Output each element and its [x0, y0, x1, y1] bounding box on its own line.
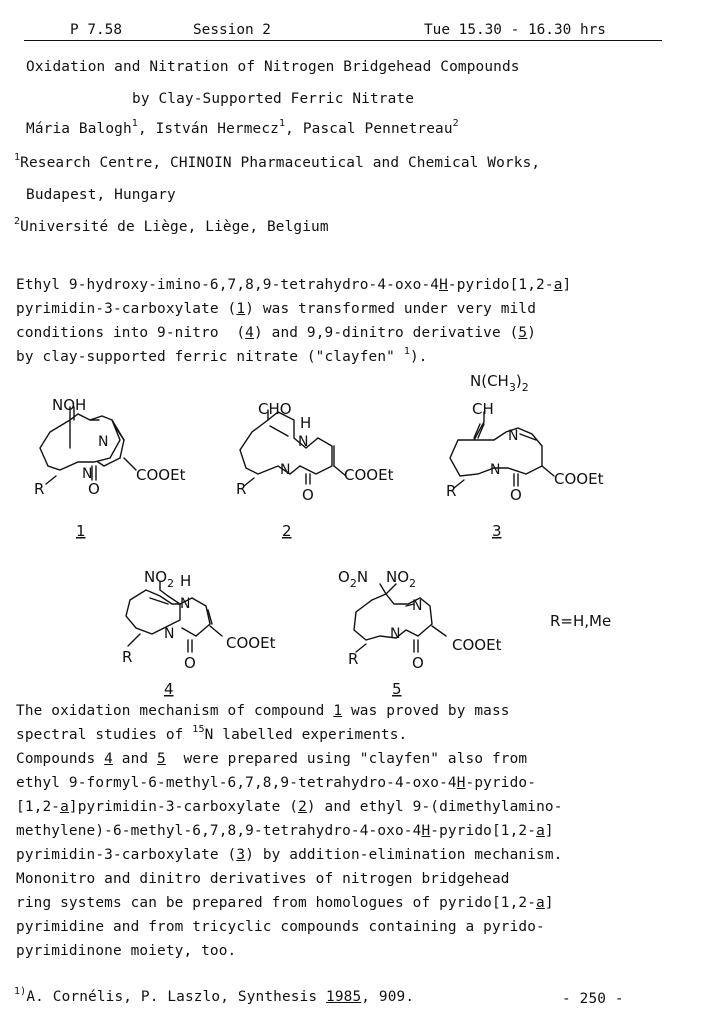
- atom-n: N: [82, 466, 93, 482]
- s2-label: 2: [282, 522, 292, 540]
- s2-r: R: [236, 480, 247, 498]
- s3-ester: COOEt: [554, 470, 604, 488]
- body-line-3: [16, 750, 527, 768]
- s4-substituent: $NO_2$: [144, 568, 175, 590]
- abstract-line-4: [16, 348, 428, 366]
- text: were prepared using "clayfen" also from: [165, 751, 528, 767]
- abstract-line-2: [16, 300, 536, 318]
- s4-oxo: O: [184, 654, 196, 672]
- text-a: a: [536, 823, 545, 839]
- atom-n: N: [490, 462, 501, 478]
- body-line-1: [16, 702, 510, 720]
- text: -pyrido-: [465, 775, 537, 791]
- text: ]: [544, 895, 554, 911]
- body-line-4: [16, 774, 536, 792]
- abstract-line-3: [16, 324, 536, 342]
- s1-label: 1: [76, 522, 86, 540]
- atom-n: N: [280, 462, 291, 478]
- abstract-line-1: [16, 276, 571, 294]
- poster-number: P 7.58: [70, 22, 122, 38]
- s1-oxo: O: [88, 480, 100, 498]
- s1-ester: COOEt: [136, 466, 186, 484]
- text: -pyrido[1,2-: [430, 823, 537, 839]
- author-1: Mária Balogh: [26, 121, 132, 137]
- isotope-sup: 15: [192, 724, 205, 735]
- s5-oxo: O: [412, 654, 424, 672]
- text: was proved by mass: [342, 703, 510, 719]
- body-line-9: [16, 894, 554, 912]
- text: Ethyl 9-hydroxy-imino-6,7,8,9-tetrahydro-4-oxo-4: [16, 277, 440, 293]
- text: ethyl 9-formyl-6-methyl-6,7,8,9-tetrahydro-4-oxo-4: [16, 775, 457, 791]
- footnote-text: , 909.: [361, 989, 415, 1005]
- text: by clay-supported ferric nitrate ("clayfen": [16, 349, 404, 365]
- s4-ester: COOEt: [226, 634, 276, 652]
- s4-r: R: [122, 648, 133, 666]
- session-label: Session 2: [193, 22, 271, 38]
- text: [1,2-: [16, 799, 61, 815]
- s3-oxo: O: [510, 486, 522, 504]
- atom-n: N: [180, 596, 191, 612]
- footnote-ref: 1: [403, 346, 410, 357]
- affil-text: Université de Liège, Liège, Belgium: [20, 219, 329, 235]
- structure-2: [240, 410, 346, 486]
- compound-ref: 2: [298, 799, 307, 815]
- atom-n: N: [390, 626, 401, 642]
- compound-ref: 4: [245, 325, 254, 341]
- s2-ester: COOEt: [344, 466, 394, 484]
- text: ) was transformed under very mild: [245, 301, 537, 317]
- text: ring systems can be prepared from homologues of pyrido[1,2-: [16, 895, 537, 911]
- s3-label: 3: [492, 522, 502, 540]
- affil-mark: 1: [14, 152, 21, 163]
- s5-substituent-2: $NO_2$: [386, 568, 417, 590]
- atom-n: N: [508, 428, 519, 444]
- affiliation-2: [14, 218, 329, 236]
- text: spectral studies of: [16, 727, 193, 743]
- s1-r: R: [34, 480, 45, 498]
- text-a: a: [60, 799, 69, 815]
- text: The oxidation mechanism of compound: [16, 703, 334, 719]
- compound-ref: 5: [157, 751, 166, 767]
- body-line-8: Mononitro and dinitro derivatives of nitrogen bridgehead: [16, 871, 510, 887]
- atom-n: N: [164, 626, 175, 642]
- author-2: István Hermecz: [155, 121, 279, 137]
- atom-n: N: [412, 598, 423, 614]
- body-line-11: pyrimidinone moiety, too.: [16, 943, 237, 959]
- text: methylene)-6-methyl-6,7,8,9-tetrahydro-4-oxo-4: [16, 823, 422, 839]
- s3-substituent: $N(CH_3)_2$: [470, 372, 529, 394]
- s2-nh-h: H: [300, 414, 312, 432]
- compound-ref: 1: [236, 301, 246, 317]
- s4-label: 4: [164, 680, 174, 698]
- authors: [26, 120, 459, 138]
- text: ): [527, 325, 537, 341]
- s5-ester: COOEt: [452, 636, 502, 654]
- text: ) and 9,9-dinitro derivative (: [254, 325, 519, 341]
- text: pyrimidin-3-carboxylate (: [16, 847, 237, 863]
- s5-label: 5: [392, 680, 402, 698]
- title-line-2: by Clay-Supported Ferric Nitrate: [132, 91, 415, 107]
- footnote-text: A. Cornélis, P. Laszlo, Synthesis: [26, 989, 327, 1005]
- author-3: Pascal Pennetreau: [302, 121, 453, 137]
- author-2-affil: 1: [279, 118, 286, 129]
- s3-ch: CH: [472, 400, 494, 418]
- body-line-2: [16, 726, 407, 744]
- atom-n: N: [298, 434, 309, 450]
- s1-substituent: NOH: [52, 396, 87, 414]
- author-sep: ,: [137, 121, 156, 137]
- compound-ref: 5: [518, 325, 528, 341]
- footnote-mark: 1): [14, 986, 27, 997]
- session-time: Tue 15.30 - 16.30 hrs: [424, 22, 606, 38]
- s5-r: R: [348, 650, 359, 668]
- affiliation-1-city: Budapest, Hungary: [26, 187, 176, 203]
- s3-r: R: [446, 482, 457, 500]
- author-1-affil: 1: [131, 118, 138, 129]
- text: N labelled experiments.: [204, 727, 408, 743]
- text: ]pyrimidin-3-carboxylate (: [68, 799, 299, 815]
- text: ]: [544, 823, 554, 839]
- compound-ref: 4: [104, 751, 113, 767]
- author-3-affil: 2: [452, 118, 459, 129]
- footnote: [14, 988, 414, 1006]
- r-definition: R=H,Me: [550, 612, 612, 630]
- body-line-10: pyrimidine and from tricyclic compounds containing a pyrido-: [16, 919, 545, 935]
- atom-n: N: [98, 434, 109, 450]
- s2-substituent: CHO: [258, 400, 292, 418]
- text: Compounds: [16, 751, 105, 767]
- structure-3: [450, 412, 554, 488]
- text-a: a: [553, 277, 563, 293]
- compound-ref: 1: [333, 703, 343, 719]
- text-h: H: [439, 277, 448, 293]
- text: ) by addition-elimination mechanism.: [245, 847, 563, 863]
- body-line-7: [16, 846, 563, 864]
- text: ) and ethyl 9-(dimethylamino-: [306, 799, 563, 815]
- text: and: [112, 751, 158, 767]
- header-rule: [24, 40, 662, 41]
- footnote-year: 1985: [326, 989, 362, 1005]
- text: ]: [562, 277, 572, 293]
- text: pyrimidin-3-carboxylate (: [16, 301, 237, 317]
- body-line-5: [16, 798, 563, 816]
- s4-nh-h: H: [180, 572, 192, 590]
- affil-text: Research Centre, CHINOIN Pharmaceutical and Chemical Works,: [20, 155, 541, 171]
- affiliation-1: [14, 154, 540, 172]
- text-h: H: [456, 775, 466, 791]
- affil-mark: 2: [14, 216, 21, 227]
- structures-figure: [0, 366, 704, 700]
- text-h: H: [421, 823, 431, 839]
- text: conditions into 9-nitro (: [16, 325, 246, 341]
- title-line-1: Oxidation and Nitration of Nitrogen Bridgehead Compounds: [26, 59, 520, 75]
- page-number: - 250 -: [562, 991, 624, 1007]
- text: ).: [409, 349, 428, 365]
- s2-oxo: O: [302, 486, 314, 504]
- text: -pyrido[1,2-: [447, 277, 554, 293]
- author-sep: ,: [285, 121, 303, 137]
- compound-ref: 3: [236, 847, 246, 863]
- s5-substituent-1: $O_2N$: [338, 568, 369, 590]
- text-a: a: [536, 895, 545, 911]
- body-line-6: [16, 822, 554, 840]
